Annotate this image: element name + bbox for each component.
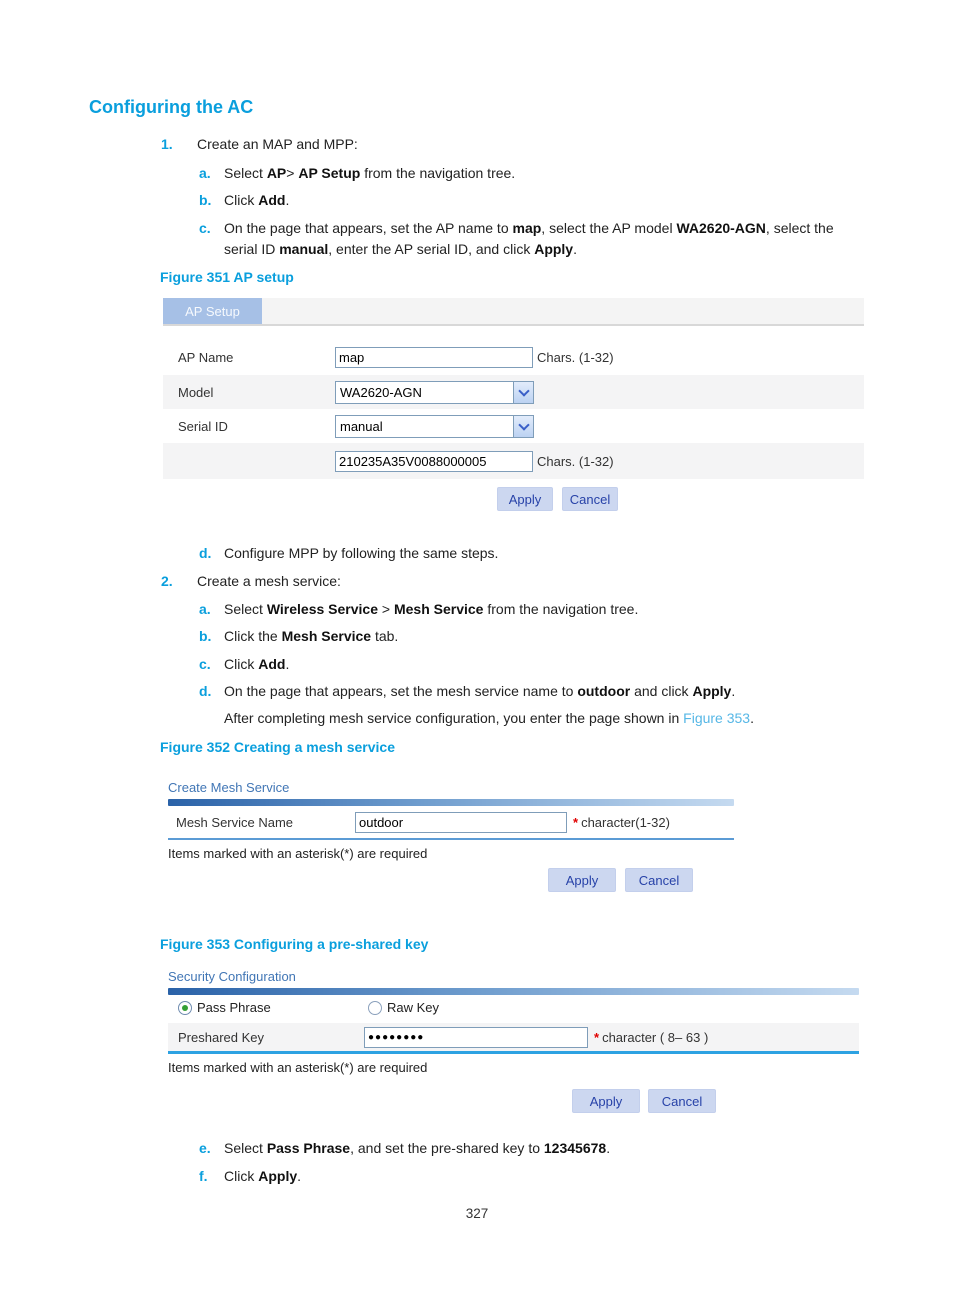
step-2d-text: On the page that appears, set the mesh service name to outdoor and click Apply.: [224, 683, 736, 699]
step-1c-marker: c.: [199, 220, 211, 236]
figure-353-link[interactable]: Figure 353: [683, 710, 751, 726]
step-1: [161, 134, 861, 154]
mesh-service-name-row: [168, 806, 734, 840]
step-2c: [199, 654, 879, 674]
step-2-marker: 2.: [161, 573, 173, 589]
section-divider-bar: [168, 799, 734, 806]
radio-unselected-icon[interactable]: [368, 1001, 382, 1015]
step-2e: [199, 1138, 879, 1158]
chevron-down-icon[interactable]: [513, 382, 533, 403]
serial-id-label: Serial ID: [178, 418, 228, 434]
security-configuration-title: Security Configuration: [168, 969, 296, 984]
section-divider-bar: [168, 988, 859, 995]
cancel-button[interactable]: Cancel: [562, 487, 618, 511]
step-2-text: Create a mesh service:: [197, 573, 341, 589]
ap-name-hint: Chars. (1-32): [537, 350, 614, 365]
step-1-marker: 1.: [161, 136, 173, 152]
model-label: Model: [178, 384, 214, 400]
step-1c: [199, 218, 865, 260]
step-2d-marker: d.: [199, 683, 212, 699]
step-2a: [199, 599, 879, 619]
pass-phrase-radio[interactable]: [178, 1000, 271, 1015]
serial-id-select[interactable]: [335, 415, 534, 438]
tab-ap-setup[interactable]: AP Setup: [163, 298, 262, 324]
cancel-button[interactable]: Cancel: [648, 1089, 716, 1113]
step-1d-text: Configure MPP by following the same steps.: [224, 545, 499, 561]
key-type-radio-row: [168, 995, 859, 1023]
ap-name-row: [163, 340, 864, 375]
apply-button[interactable]: Apply: [572, 1089, 640, 1113]
step-2a-text: Select Wireless Service > Mesh Service from the navigation tree.: [224, 601, 639, 617]
step-2c-marker: c.: [199, 656, 211, 672]
mesh-service-name-input[interactable]: [355, 812, 567, 833]
ap-name-input[interactable]: [335, 347, 533, 368]
step-2b-text: Click the Mesh Service tab.: [224, 628, 399, 644]
figure-353-security-configuration: [168, 969, 859, 1113]
raw-key-radio-label: Raw Key: [387, 1000, 440, 1015]
step-2d-note-text: After completing mesh service configuration, you enter the page shown in Figure 353.: [224, 710, 754, 726]
step-2a-marker: a.: [199, 601, 211, 617]
required-asterisk: *: [594, 1029, 600, 1045]
ap-name-label: AP Name: [178, 350, 234, 365]
required-asterisk: *: [573, 814, 579, 830]
chevron-down-icon[interactable]: [513, 416, 533, 437]
serial-number-input[interactable]: [335, 451, 533, 472]
ap-setup-tabbar: [163, 298, 864, 326]
serial-number-hint: Chars. (1-32): [537, 453, 614, 469]
radio-selected-icon[interactable]: [178, 1001, 192, 1015]
step-2f-text: Click Apply.: [224, 1168, 302, 1184]
step-1b: [199, 190, 879, 210]
step-1b-marker: b.: [199, 192, 212, 208]
step-2: [161, 571, 861, 591]
required-note: Items marked with an asterisk(*) are required: [168, 1060, 428, 1075]
serial-id-row: [163, 409, 864, 443]
mesh-service-name-label: Mesh Service Name: [176, 814, 294, 830]
step-1d: [199, 543, 879, 563]
step-1a: [199, 163, 879, 183]
page-number: 327: [465, 1206, 489, 1221]
apply-button[interactable]: Apply: [548, 868, 616, 892]
model-select[interactable]: [335, 381, 534, 404]
serial-id-select-value: manual: [340, 418, 383, 434]
security-buttons: [168, 1089, 859, 1113]
serial-number-row: [163, 443, 864, 479]
preshared-key-hint: character ( 8– 63 ): [602, 1029, 709, 1045]
cancel-button[interactable]: Cancel: [625, 868, 693, 892]
step-1-text: Create an MAP and MPP:: [197, 136, 358, 152]
ap-setup-buttons: [163, 487, 864, 511]
step-2f-marker: f.: [199, 1168, 208, 1184]
preshared-key-row: [168, 1023, 859, 1054]
step-2e-marker: e.: [199, 1140, 211, 1156]
mesh-service-name-hint: character(1-32): [581, 814, 670, 830]
step-2d: [199, 681, 879, 701]
mesh-service-buttons: [168, 868, 734, 892]
required-note: Items marked with an asterisk(*) are required: [168, 846, 428, 861]
figure-352-caption: Figure 352 Creating a mesh service: [160, 739, 395, 755]
step-1b-text: Click Add.: [224, 192, 290, 208]
step-1c-text: On the page that appears, set the AP name to map, select the AP model WA2620-AGN, select the serial ID manual, enter the AP serial ID, and click Apply.: [224, 220, 834, 257]
figure-351-caption: Figure 351 AP setup: [160, 269, 294, 285]
step-2b: [199, 626, 879, 646]
model-row: [163, 375, 864, 409]
figure-351-ap-setup: [163, 298, 864, 511]
model-select-value: WA2620-AGN: [340, 384, 422, 400]
step-1d-marker: d.: [199, 545, 212, 561]
step-1a-text: Select AP> AP Setup from the navigation tree.: [224, 165, 516, 181]
pass-phrase-radio-label: Pass Phrase: [197, 1000, 271, 1015]
step-2c-text: Click Add.: [224, 656, 290, 672]
step-2f: [199, 1166, 879, 1186]
step-2b-marker: b.: [199, 628, 212, 644]
page-title: Configuring the AC: [89, 97, 254, 117]
preshared-key-label: Preshared Key: [178, 1029, 264, 1045]
step-2d-note: [224, 708, 884, 728]
create-mesh-service-title: Create Mesh Service: [168, 780, 290, 795]
raw-key-radio[interactable]: [368, 1000, 439, 1015]
step-2e-text: Select Pass Phrase, and set the pre-shared key to 12345678.: [224, 1140, 611, 1156]
apply-button[interactable]: Apply: [497, 487, 553, 511]
figure-353-caption: Figure 353 Configuring a pre-shared key: [160, 936, 429, 952]
figure-352-create-mesh-service: [168, 780, 734, 892]
step-1a-marker: a.: [199, 165, 211, 181]
preshared-key-input[interactable]: [364, 1027, 588, 1048]
